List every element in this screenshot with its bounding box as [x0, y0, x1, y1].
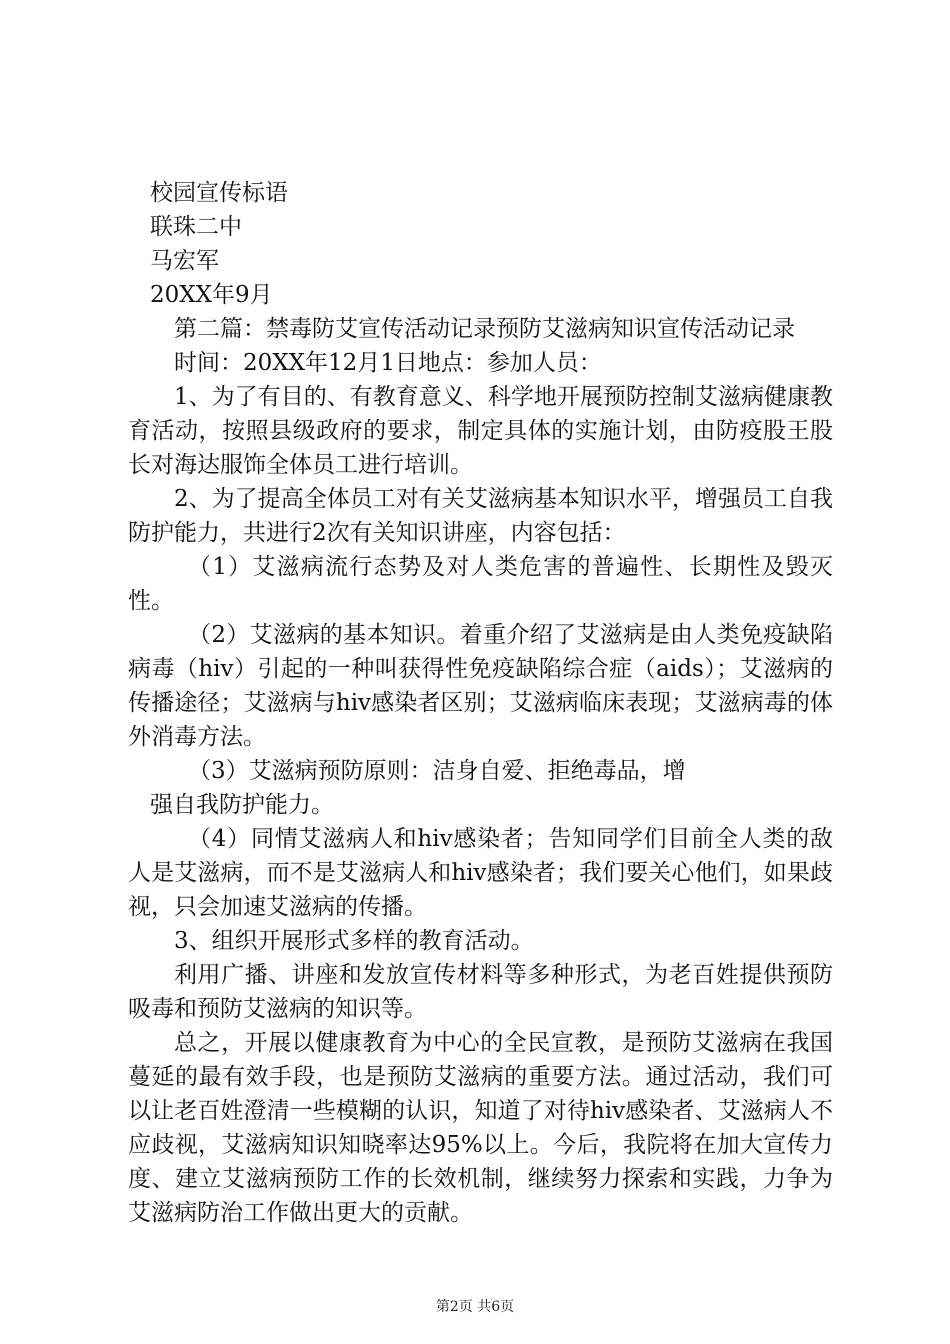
time-place-line: 时间：20XX年12月1日地点：参加人员：	[174, 350, 602, 376]
paragraph-item-1: 1、为了有目的、有教育意义、科学地开展预防控制艾滋病健康教育活动，按照县级政府的要求，制定具体的实施计划，由防疫股王股长对海达服饰全体员工进行培训。	[128, 384, 833, 478]
document-body	[128, 176, 833, 1230]
paragraph-item-3: 3、组织开展形式多样的教育活动。	[174, 928, 534, 954]
subitem-3: （3）艾滋病预防原则：洁身自爱、拒绝毒品，增	[188, 758, 686, 784]
paragraph-summary: 总之，开展以健康教育为中心的全民宣教，是预防艾滋病在我国蔓延的最有效手段，也是预防艾滋病的重要方法。通过活动，我们可以让老百姓澄清一些模糊的认识，知道了对待hiv感染者、艾滋病人不应歧视，艾滋病知识知晓率达95%以上。今后，我院将在加大宣传力度、建立艾滋病预防工作的长效机制，继续努力探索和实践，力争为艾滋病防治工作做出更大的贡献。	[128, 1030, 833, 1226]
subitem-1: （1）艾滋病流行态势及对人类危害的普遍性、长期性及毁灭性。	[128, 554, 833, 614]
section-heading: 第二篇：禁毒防艾宣传活动记录预防艾滋病知识宣传活动记录	[174, 316, 795, 342]
date-line: 20XX年9月	[150, 282, 273, 308]
paragraph-activities: 利用广播、讲座和发放宣传材料等多种形式，为老百姓提供预防吸毒和预防艾滋病的知识等。	[128, 962, 833, 1022]
subitem-3-continued: 强自我防护能力。	[150, 792, 334, 818]
slogan-title: 校园宣传标语	[150, 180, 288, 206]
author-name: 马宏军	[150, 248, 219, 274]
paragraph-item-2: 2、为了提高全体员工对有关艾滋病基本知识水平，增强员工自我防护能力，共进行2次有关知识讲座，内容包括：	[128, 486, 833, 546]
page-number-footer: 第2页 共6页	[435, 1299, 515, 1315]
school-name: 联珠二中	[150, 214, 242, 240]
subitem-4: （4）同情艾滋病人和hiv感染者；告知同学们目前全人类的敌人是艾滋病，而不是艾滋病人和hiv感染者；我们要关心他们，如果歧视，只会加速艾滋病的传播。	[128, 826, 833, 920]
subitem-2: （2）艾滋病的基本知识。着重介绍了艾滋病是由人类免疫缺陷病毒（hiv）引起的一种叫获得性免疫缺陷综合症（aids）；艾滋病的传播途径；艾滋病与hiv感染者区别；艾滋病临床表现；艾滋病毒的体外消毒方法。	[128, 622, 833, 750]
